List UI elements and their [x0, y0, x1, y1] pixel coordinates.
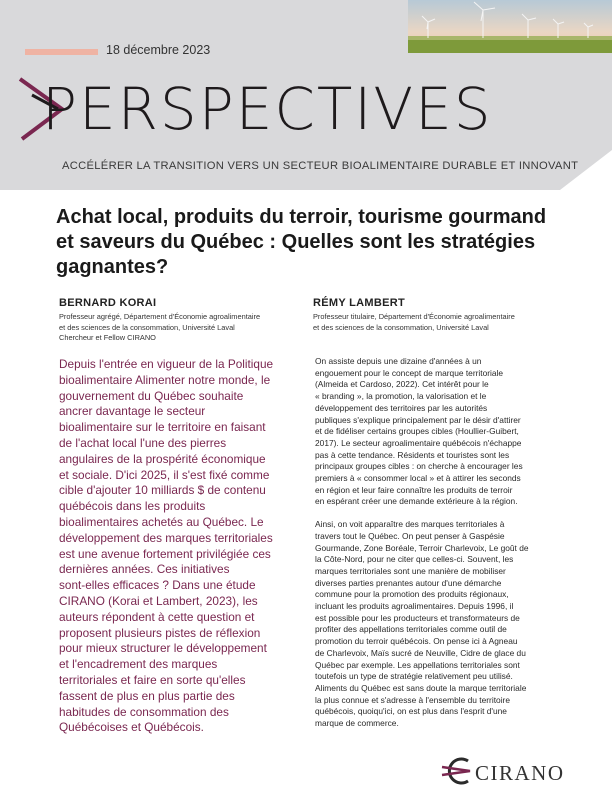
body-line: en région et leur faire connaître les produits de terroir: [315, 484, 513, 495]
body-line: (Almeida et Cardoso, 2022). Cet intérêt pour le: [315, 379, 489, 390]
tagline: ACCÉLÉRER LA TRANSITION VERS UN SECTEUR BIOALIMENTAIRE DURABLE ET INNOVANT: [62, 160, 579, 172]
title-line: Achat local, produits du terroir, tourisme gourmand: [56, 206, 547, 228]
body-line: 2017). Le secteur agroalimentaire québécois n'échappe: [315, 437, 522, 448]
author-korai: [59, 297, 319, 344]
cirano-logo-text: CIRANO: [475, 761, 565, 785]
body-line: promotion du terroir québécois. On pense ici à Agneau: [315, 636, 518, 647]
title-line: et saveurs du Québec : Quelles sont les stratégies: [56, 231, 536, 253]
body-line: marques territoriales sont une manière de mobiliser: [315, 565, 506, 576]
author-affiliation: [59, 312, 319, 344]
body-line: principaux groupes cibles : on cherche à encourager les: [315, 461, 523, 472]
body-paragraph: [315, 356, 551, 508]
intro-line: cible d'ajouter 10 milliards $ de contenu: [59, 483, 266, 498]
intro-lead-paragraph: [59, 357, 299, 736]
body-line: Aliments du Québec est sans doute la marque territoriale: [315, 682, 527, 693]
author-affiliation: [313, 312, 573, 333]
intro-line: angulaires de la prospérité économique: [59, 451, 266, 466]
intro-line: gouvernement du Québec souhaite: [59, 388, 244, 403]
author-name: BERNARD KORAI: [59, 297, 157, 309]
affiliation-line: Chercheur et Fellow CIRANO: [59, 333, 156, 342]
body-paragraph: [315, 519, 551, 730]
body-line: « branding », la promotion, la valorisation et le: [315, 391, 487, 402]
header-photo-wind-turbines: [408, 0, 612, 53]
intro-line: développement des marques territoriales: [59, 530, 273, 545]
body-line: en espérant créer une demande extérieure à la région.: [315, 496, 518, 507]
intro-line: québécois dans les produits: [59, 499, 206, 514]
body-line: travers tout le Québec. On peut penser à Gaspésie: [315, 530, 505, 541]
body-line: Gourmande, Zone Boréale, Terroir Charlevoix, Le goût de: [315, 542, 529, 553]
body-line: commune pour la promotion des produits régionaux,: [315, 589, 509, 600]
body-column: [315, 356, 551, 741]
date-accent-bar: [25, 49, 98, 55]
body-line: publiques s'explique principalement par le désir d'attirer: [315, 414, 521, 425]
body-line: pas à cette tendance. Résidents et touristes sont les: [315, 449, 510, 460]
intro-line: pour mieux structurer le développement: [59, 641, 267, 656]
intro-line: de l'achat local l'une des pierres: [59, 435, 227, 450]
article-title: [56, 205, 576, 280]
intro-line: et l'encadrement des marques: [59, 657, 218, 672]
intro-line: ancrer davantage le secteur: [59, 404, 206, 419]
body-line: incluant les produits agroalimentaires. Depuis 1996, il: [315, 601, 514, 612]
affiliation-line: et des sciences de la consommation, Université Laval: [59, 322, 235, 332]
cirano-logo-icon: [440, 757, 474, 785]
body-line: premiers à « consommer local » et à attirer les seconds: [315, 473, 521, 484]
body-line: marque de commerce.: [315, 718, 399, 729]
affiliation-line: Professeur agrégé, Département d'Économie agroalimentaire: [59, 312, 261, 321]
body-line: la Côte-Nord, pour ne citer que celles-ci. Souvent, les: [315, 554, 514, 565]
title-line: gagnantes?: [56, 256, 169, 278]
body-line: toutefois un type de stratégie relativement peu utilisé.: [315, 671, 513, 682]
intro-line: et sociale. D'ici 2025, il s'est fixé comme: [59, 467, 270, 482]
body-line: est possible pour les producteurs et transformateurs de: [315, 612, 520, 623]
body-line: développement des territoires par les autorités: [315, 402, 488, 413]
body-line: profiter des appellations territoriales comme outil de: [315, 624, 507, 635]
intro-line: Québécoises et Québécois.: [59, 720, 204, 735]
body-line: Québec par exemple. Les appellations territoriales sont: [315, 659, 520, 670]
affiliation-line: et des sciences de la consommation, Université Laval: [313, 322, 489, 332]
body-line: de Charlevoix, Maïs sucré de Neuville, Cidre de glace du: [315, 647, 526, 658]
affiliation-line: Professeur titulaire, Département d'Économie agroalimentaire: [313, 312, 515, 321]
intro-line: habitudes de consommation des: [59, 704, 229, 719]
intro-line: dernières années. Ces initiatives: [59, 562, 230, 577]
intro-line: bioalimentaires achetés au Québec. Le: [59, 514, 264, 529]
intro-line: CIRANO (Korai et Lambert, 2023), les: [59, 593, 258, 608]
intro-line: Depuis l'entrée en vigueur de la Politique: [59, 357, 274, 371]
intro-line: bioalimentaire Alimenter notre monde, le: [59, 372, 271, 387]
brand-logo: PERSPECTIVES: [42, 75, 493, 143]
body-line: diverses parties prenantes autour d'une démarche: [315, 577, 502, 588]
body-line: Ainsi, on voit apparaître des marques territoriales à: [315, 519, 505, 530]
intro-line: est une avenue fortement privilégiée ces: [59, 546, 271, 561]
intro-line: auteurs répondent à cette question et: [59, 609, 255, 624]
intro-line: fassent de plus en plus partie des: [59, 688, 235, 703]
author-name: RÉMY LAMBERT: [313, 297, 406, 309]
intro-line: bioalimentaire sur le territoire en faisant: [59, 420, 266, 435]
body-line: On assiste depuis une dizaine d'années à un: [315, 356, 482, 366]
intro-line: proposent plusieurs pistes de réflexion: [59, 625, 261, 640]
publication-date: 18 décembre 2023: [106, 43, 211, 57]
intro-line: territoriales et faire en sorte qu'elles: [59, 672, 246, 687]
body-line: québécois, quoiqu'ici, on est plus dans l'esprit d'une: [315, 706, 507, 717]
author-lambert: [313, 297, 573, 333]
intro-line: sont-elles efficaces ? Dans une étude: [59, 578, 256, 593]
body-line: et de fidéliser certains groupes cibles (Houllier-Guibert,: [315, 426, 519, 437]
body-line: la plus connue et s'adresse à l'ensemble du territoire: [315, 694, 511, 705]
body-line: engouement pour le concept de marque territoriale: [315, 367, 504, 378]
